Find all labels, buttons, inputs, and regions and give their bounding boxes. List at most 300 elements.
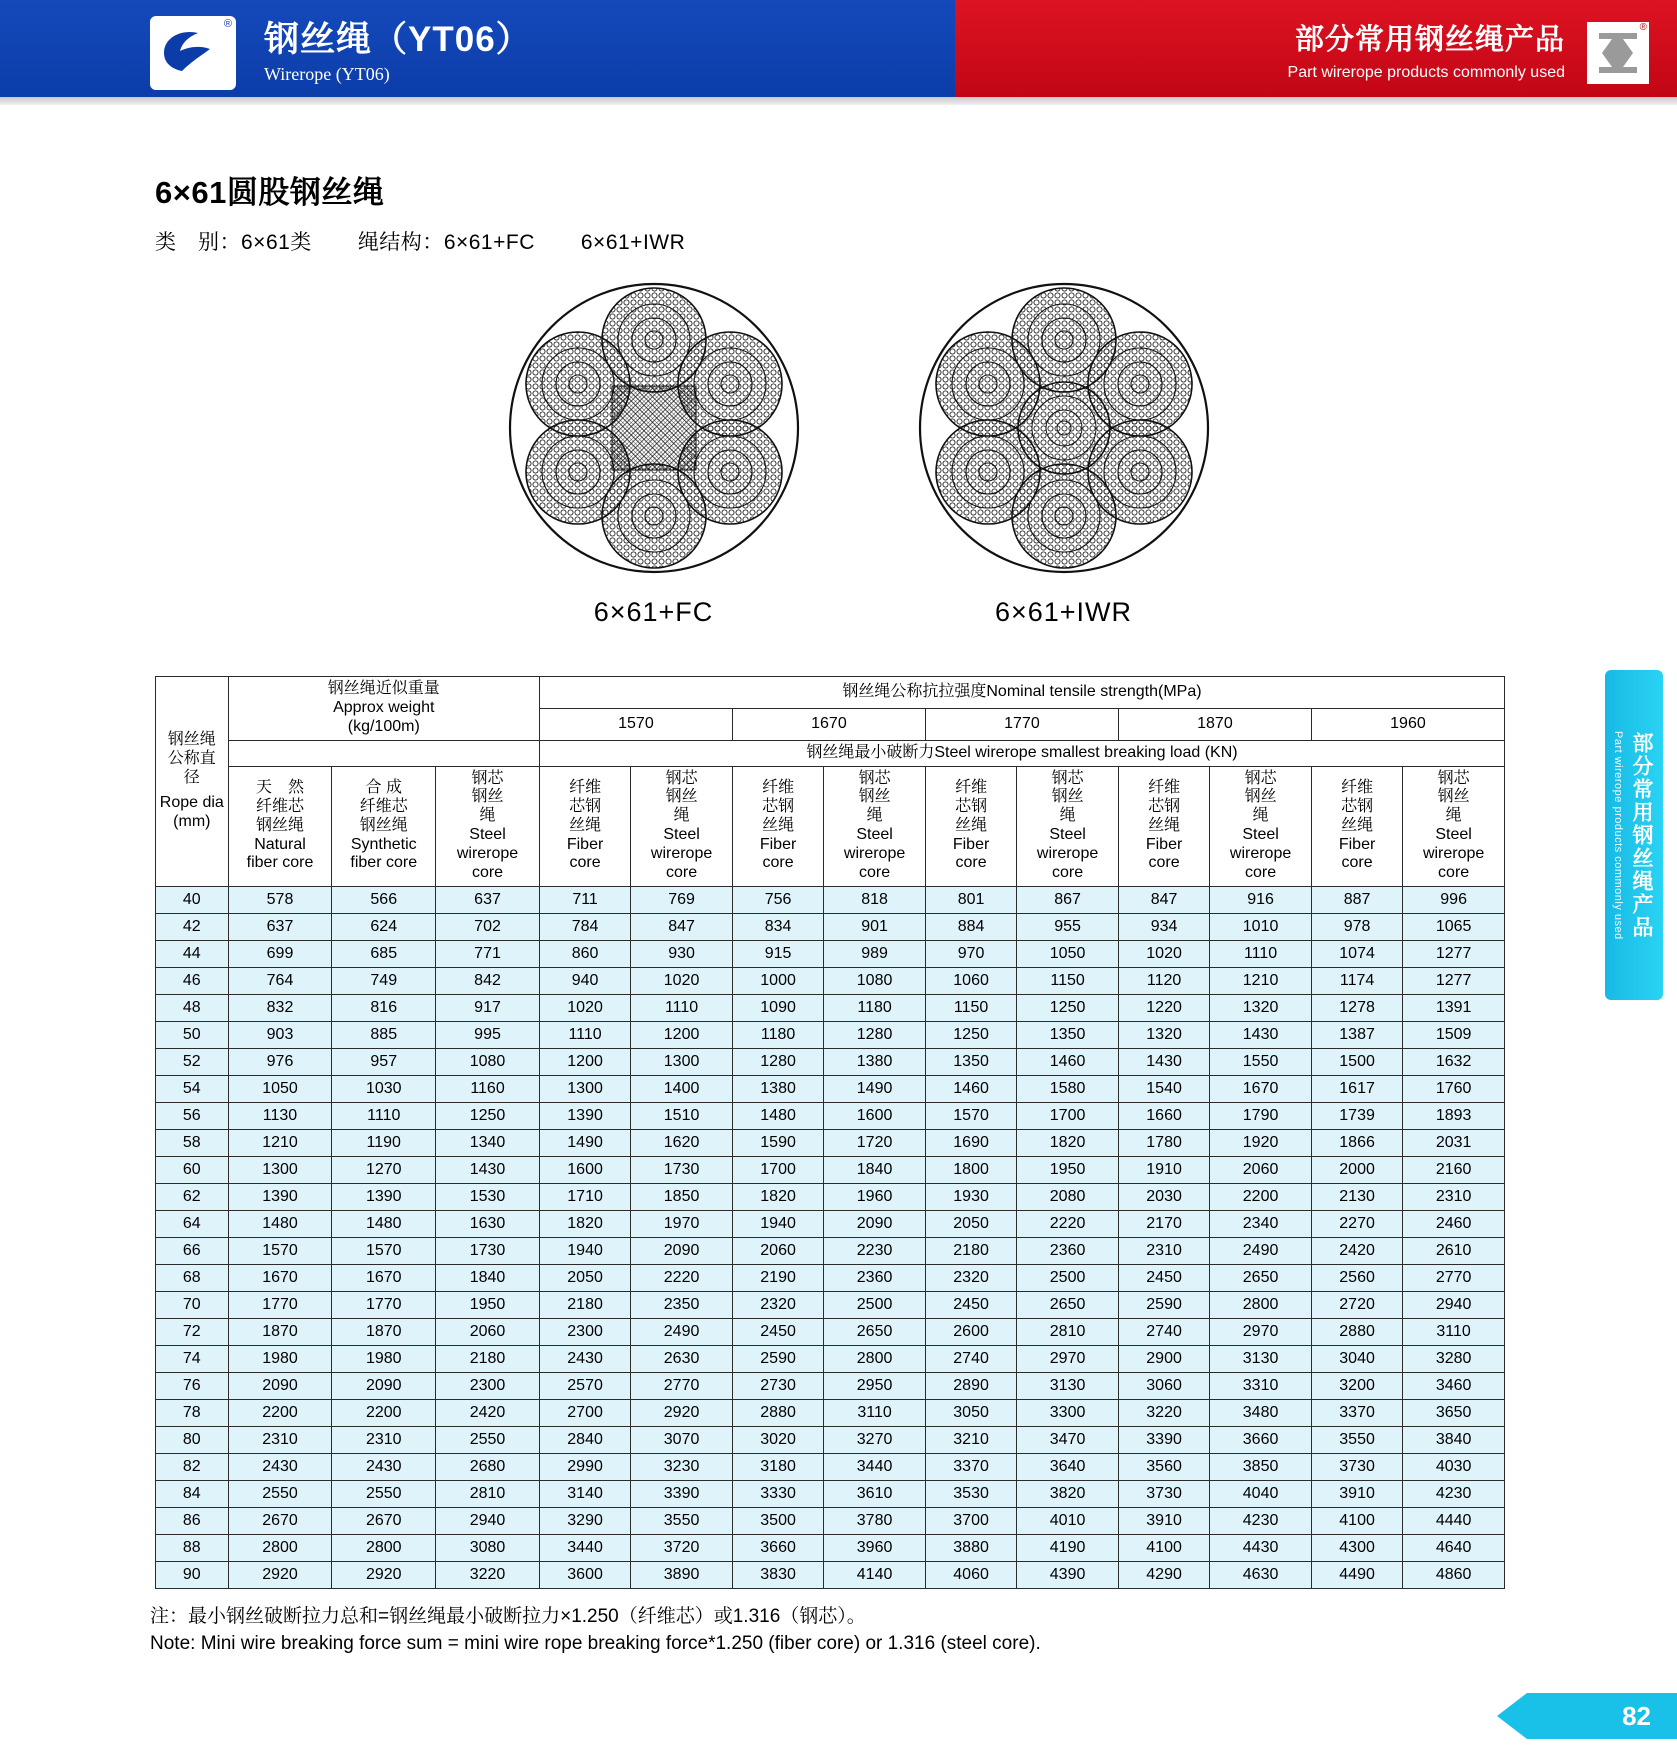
sfc-en1: Synthetic — [350, 835, 417, 853]
table-row — [156, 1129, 1505, 1156]
cell-breaking-load-9: 1065 — [1403, 913, 1505, 940]
cell-breaking-load-8: 978 — [1311, 913, 1402, 940]
cell-weight-2: 2060 — [436, 1318, 540, 1345]
table-row — [156, 940, 1505, 967]
cell-breaking-load-8: 2420 — [1311, 1237, 1402, 1264]
cell-breaking-load-7: 4630 — [1210, 1561, 1312, 1588]
cell-weight-1: 1570 — [332, 1237, 436, 1264]
fc-en1-e: Fiber — [1338, 835, 1376, 853]
fc-cn1-a: 纤维 — [569, 778, 602, 796]
cell-breaking-load-6: 1120 — [1118, 967, 1209, 994]
approx-weight-cn: 钢丝绳近似重量 — [327, 680, 440, 697]
cell-rope-dia: 72 — [156, 1318, 229, 1345]
cell-breaking-load-9: 1509 — [1403, 1021, 1505, 1048]
cell-breaking-load-9: 4860 — [1403, 1561, 1505, 1588]
sfc-cn2: 纤维芯 — [359, 797, 408, 815]
cell-weight-0: 764 — [228, 967, 332, 994]
fc-cn2-c: 芯钢 — [955, 797, 988, 815]
cell-breaking-load-3: 3270 — [824, 1426, 926, 1453]
cell-breaking-load-7: 2340 — [1210, 1210, 1312, 1237]
sc-en2-c: wirerope — [1036, 845, 1099, 862]
cell-rope-dia: 76 — [156, 1372, 229, 1399]
cell-breaking-load-1: 2090 — [631, 1237, 733, 1264]
nfc-en1: Natural — [254, 835, 306, 853]
company-logo — [150, 16, 236, 90]
structure-value-1: 6×61+FC — [443, 231, 535, 254]
cell-rope-dia: 60 — [156, 1156, 229, 1183]
cell-weight-2: 2940 — [436, 1507, 540, 1534]
cell-weight-1: 1190 — [332, 1129, 436, 1156]
cell-breaking-load-0: 1710 — [539, 1183, 630, 1210]
cell-breaking-load-9: 3460 — [1403, 1372, 1505, 1399]
cell-breaking-load-9: 2460 — [1403, 1210, 1505, 1237]
cell-breaking-load-2: 1000 — [732, 967, 823, 994]
cell-breaking-load-7: 1550 — [1210, 1048, 1312, 1075]
fc-cn3-a: 丝绳 — [569, 816, 602, 834]
cell-rope-dia: 84 — [156, 1480, 229, 1507]
cell-breaking-load-7: 1110 — [1210, 940, 1312, 967]
sc-cn3: 绳 — [479, 807, 496, 825]
cell-weight-0: 832 — [228, 994, 332, 1021]
fc-cn2-a: 芯钢 — [569, 797, 602, 815]
sc-cn3-c: 绳 — [1059, 807, 1076, 825]
specification-table-wrapper — [155, 676, 1505, 1589]
cell-breaking-load-1: 769 — [631, 886, 733, 913]
cell-breaking-load-5: 4390 — [1017, 1561, 1119, 1588]
cell-rope-dia: 78 — [156, 1399, 229, 1426]
sc-cn3-a: 绳 — [673, 807, 690, 825]
cell-breaking-load-8: 1500 — [1311, 1048, 1402, 1075]
cell-breaking-load-2: 3830 — [732, 1561, 823, 1588]
cell-breaking-load-4: 1150 — [925, 994, 1016, 1021]
sc-cn2-d: 钢丝 — [1244, 788, 1277, 806]
cell-breaking-load-6: 1220 — [1118, 994, 1209, 1021]
cell-breaking-load-8: 3910 — [1311, 1480, 1402, 1507]
col-header-rope-dia — [156, 677, 229, 887]
cell-weight-1: 2090 — [332, 1372, 436, 1399]
sc-en3-e: core — [1438, 863, 1470, 881]
cell-breaking-load-3: 1280 — [824, 1021, 926, 1048]
cell-weight-1: 885 — [332, 1021, 436, 1048]
cell-breaking-load-9: 996 — [1403, 886, 1505, 913]
cell-breaking-load-6: 1910 — [1118, 1156, 1209, 1183]
cell-breaking-load-7: 2800 — [1210, 1291, 1312, 1318]
cell-weight-1: 957 — [332, 1048, 436, 1075]
cell-weight-1: 1110 — [332, 1102, 436, 1129]
cell-breaking-load-9: 4230 — [1403, 1480, 1505, 1507]
cell-weight-2: 1340 — [436, 1129, 540, 1156]
page-header — [0, 0, 1677, 105]
cell-weight-0: 1390 — [228, 1183, 332, 1210]
cell-breaking-load-6: 3390 — [1118, 1426, 1209, 1453]
cell-breaking-load-0: 3600 — [539, 1561, 630, 1588]
cell-breaking-load-0: 1820 — [539, 1210, 630, 1237]
sc-cn2-e: 钢丝 — [1437, 788, 1470, 806]
cell-breaking-load-8: 4490 — [1311, 1561, 1402, 1588]
cell-weight-2: 3080 — [436, 1534, 540, 1561]
table-row — [156, 1291, 1505, 1318]
fc-cn3-d: 丝绳 — [1148, 816, 1181, 834]
cell-breaking-load-6: 2900 — [1118, 1345, 1209, 1372]
cell-weight-0: 2200 — [228, 1399, 332, 1426]
cell-breaking-load-0: 860 — [539, 940, 630, 967]
cell-breaking-load-9: 2160 — [1403, 1156, 1505, 1183]
cell-breaking-load-5: 1350 — [1017, 1021, 1119, 1048]
sc-en2-d: wirerope — [1229, 845, 1292, 862]
cell-breaking-load-4: 970 — [925, 940, 1016, 967]
cell-breaking-load-1: 2770 — [631, 1372, 733, 1399]
cell-breaking-load-9: 3840 — [1403, 1426, 1505, 1453]
cell-breaking-load-9: 1760 — [1403, 1075, 1505, 1102]
col-header-natural-fiber-core — [228, 766, 332, 886]
cell-breaking-load-3: 1380 — [824, 1048, 926, 1075]
cell-breaking-load-3: 4140 — [824, 1561, 926, 1588]
table-row — [156, 1507, 1505, 1534]
specification-table — [155, 676, 1505, 1589]
cell-breaking-load-1: 1400 — [631, 1075, 733, 1102]
cell-breaking-load-9: 1391 — [1403, 994, 1505, 1021]
cell-weight-1: 1770 — [332, 1291, 436, 1318]
cell-breaking-load-1: 3550 — [631, 1507, 733, 1534]
table-row — [156, 1318, 1505, 1345]
cell-breaking-load-5: 4190 — [1017, 1534, 1119, 1561]
cell-breaking-load-9: 2031 — [1403, 1129, 1505, 1156]
cell-breaking-load-4: 3700 — [925, 1507, 1016, 1534]
cell-breaking-load-3: 2800 — [824, 1345, 926, 1372]
col-header-steel-core-1670 — [824, 766, 926, 886]
sc-en1-b: Steel — [856, 826, 893, 844]
cell-breaking-load-0: 3140 — [539, 1480, 630, 1507]
cell-rope-dia: 64 — [156, 1210, 229, 1237]
specification-table-body — [156, 886, 1505, 1588]
cell-breaking-load-2: 915 — [732, 940, 823, 967]
cell-breaking-load-6: 934 — [1118, 913, 1209, 940]
cell-breaking-load-3: 1600 — [824, 1102, 926, 1129]
cell-breaking-load-2: 1480 — [732, 1102, 823, 1129]
strength-1570: 1570 — [539, 708, 732, 740]
cell-breaking-load-7: 1790 — [1210, 1102, 1312, 1129]
cell-breaking-load-5: 3820 — [1017, 1480, 1119, 1507]
cell-breaking-load-4: 2050 — [925, 1210, 1016, 1237]
cell-breaking-load-2: 1380 — [732, 1075, 823, 1102]
cell-rope-dia: 70 — [156, 1291, 229, 1318]
cell-weight-1: 685 — [332, 940, 436, 967]
cell-weight-1: 1480 — [332, 1210, 436, 1237]
cell-weight-1: 2200 — [332, 1399, 436, 1426]
cell-weight-2: 2180 — [436, 1345, 540, 1372]
cell-weight-1: 566 — [332, 886, 436, 913]
cell-weight-1: 1270 — [332, 1156, 436, 1183]
cell-breaking-load-7: 1210 — [1210, 967, 1312, 994]
cell-breaking-load-3: 1080 — [824, 967, 926, 994]
cell-weight-2: 1840 — [436, 1264, 540, 1291]
cell-breaking-load-6: 1540 — [1118, 1075, 1209, 1102]
note-cn: 注：最小钢丝破断拉力总和=钢丝绳最小破断拉力×1.250（纤维芯）或1.316（钢芯）。 — [150, 1605, 866, 1627]
cell-breaking-load-4: 2450 — [925, 1291, 1016, 1318]
cell-rope-dia: 44 — [156, 940, 229, 967]
cell-breaking-load-4: 2600 — [925, 1318, 1016, 1345]
cell-breaking-load-8: 4300 — [1311, 1534, 1402, 1561]
cell-breaking-load-2: 1090 — [732, 994, 823, 1021]
fc-en1-a: Fiber — [566, 835, 604, 853]
cell-breaking-load-6: 1660 — [1118, 1102, 1209, 1129]
cell-weight-0: 1130 — [228, 1102, 332, 1129]
cell-breaking-load-1: 3230 — [631, 1453, 733, 1480]
cell-breaking-load-1: 1730 — [631, 1156, 733, 1183]
section-subtitle — [155, 226, 1677, 256]
table-row — [156, 1345, 1505, 1372]
cell-rope-dia: 62 — [156, 1183, 229, 1210]
fc-cn1-e: 纤维 — [1341, 778, 1374, 796]
cell-breaking-load-5: 1150 — [1017, 967, 1119, 994]
table-row — [156, 1264, 1505, 1291]
cell-breaking-load-1: 1110 — [631, 994, 733, 1021]
cell-breaking-load-5: 3640 — [1017, 1453, 1119, 1480]
side-tab-label-cn: 部分常用钢丝绳产品 — [1630, 731, 1653, 939]
cell-weight-0: 1980 — [228, 1345, 332, 1372]
cell-breaking-load-4: 2180 — [925, 1237, 1016, 1264]
cell-weight-1: 2430 — [332, 1453, 436, 1480]
cell-weight-2: 2810 — [436, 1480, 540, 1507]
fc-cn3-b: 丝绳 — [762, 816, 795, 834]
cell-breaking-load-0: 1110 — [539, 1021, 630, 1048]
cell-breaking-load-2: 2730 — [732, 1372, 823, 1399]
cell-breaking-load-7: 3310 — [1210, 1372, 1312, 1399]
cell-weight-2: 771 — [436, 940, 540, 967]
fc-en2-d: core — [1148, 854, 1180, 872]
cell-breaking-load-8: 2270 — [1311, 1210, 1402, 1237]
table-row — [156, 1399, 1505, 1426]
cell-breaking-load-9: 2940 — [1403, 1291, 1505, 1318]
cell-breaking-load-3: 901 — [824, 913, 926, 940]
cell-breaking-load-3: 3440 — [824, 1453, 926, 1480]
cell-breaking-load-9: 4440 — [1403, 1507, 1505, 1534]
structure-value-2: 6×61+IWR — [580, 231, 686, 254]
sc-cn1-b: 钢芯 — [858, 769, 891, 787]
cell-breaking-load-4: 3370 — [925, 1453, 1016, 1480]
cell-breaking-load-9: 1893 — [1403, 1102, 1505, 1129]
cell-rope-dia: 86 — [156, 1507, 229, 1534]
cell-weight-2: 3220 — [436, 1561, 540, 1588]
cell-breaking-load-9: 3650 — [1403, 1399, 1505, 1426]
sc-cn3-b: 绳 — [866, 807, 883, 825]
table-row — [156, 1156, 1505, 1183]
cell-weight-1: 1870 — [332, 1318, 436, 1345]
cell-breaking-load-6: 2030 — [1118, 1183, 1209, 1210]
cell-breaking-load-2: 834 — [732, 913, 823, 940]
cell-rope-dia: 82 — [156, 1453, 229, 1480]
table-row — [156, 1183, 1505, 1210]
cell-breaking-load-5: 4010 — [1017, 1507, 1119, 1534]
cell-breaking-load-9: 2770 — [1403, 1264, 1505, 1291]
nfc-cn2: 纤维芯 — [255, 797, 304, 815]
category-value: 6×61类 — [241, 231, 312, 254]
table-row — [156, 1048, 1505, 1075]
sc-en3-c: core — [1052, 863, 1084, 881]
cell-breaking-load-0: 2180 — [539, 1291, 630, 1318]
fc-en1-d: Fiber — [1145, 835, 1183, 853]
cell-weight-2: 702 — [436, 913, 540, 940]
cell-breaking-load-7: 4040 — [1210, 1480, 1312, 1507]
cell-breaking-load-1: 1620 — [631, 1129, 733, 1156]
cell-breaking-load-5: 2500 — [1017, 1264, 1119, 1291]
sc-cn2-b: 钢丝 — [858, 788, 891, 806]
cell-weight-1: 2800 — [332, 1534, 436, 1561]
cell-breaking-load-8: 1739 — [1311, 1102, 1402, 1129]
cell-breaking-load-1: 3890 — [631, 1561, 733, 1588]
cell-breaking-load-4: 4060 — [925, 1561, 1016, 1588]
cell-breaking-load-7: 2200 — [1210, 1183, 1312, 1210]
cell-breaking-load-4: 3210 — [925, 1426, 1016, 1453]
cell-weight-0: 2670 — [228, 1507, 332, 1534]
cell-weight-1: 2670 — [332, 1507, 436, 1534]
cell-breaking-load-9: 3280 — [1403, 1345, 1505, 1372]
page-number: 82 — [1527, 1693, 1677, 1739]
cell-breaking-load-8: 2720 — [1311, 1291, 1402, 1318]
cell-breaking-load-4: 1350 — [925, 1048, 1016, 1075]
cell-breaking-load-2: 756 — [732, 886, 823, 913]
sc-en3-d: core — [1245, 863, 1277, 881]
cell-breaking-load-5: 2080 — [1017, 1183, 1119, 1210]
fc-cn1-d: 纤维 — [1148, 778, 1181, 796]
cell-breaking-load-6: 4290 — [1118, 1561, 1209, 1588]
cell-weight-1: 816 — [332, 994, 436, 1021]
cell-breaking-load-6: 4100 — [1118, 1534, 1209, 1561]
cell-breaking-load-1: 2920 — [631, 1399, 733, 1426]
cell-weight-0: 1770 — [228, 1291, 332, 1318]
nfc-en2: fiber core — [246, 854, 314, 872]
strength-1770: 1770 — [925, 708, 1118, 740]
side-tab-label-en: Part wirerope products commonly used — [1612, 730, 1624, 940]
fc-cn1-c: 纤维 — [955, 778, 988, 796]
page-title-en: Wirerope (YT06) — [264, 64, 390, 85]
cell-weight-2: 1950 — [436, 1291, 540, 1318]
cell-breaking-load-6: 2170 — [1118, 1210, 1209, 1237]
brand-mark-icon — [1587, 22, 1649, 84]
header-left-panel — [0, 0, 955, 105]
diagram-iwr — [914, 278, 1214, 628]
registered-mark-icon-2: ® — [1639, 21, 1647, 33]
cell-breaking-load-6: 3060 — [1118, 1372, 1209, 1399]
cell-weight-1: 2920 — [332, 1561, 436, 1588]
cell-weight-2: 2550 — [436, 1426, 540, 1453]
header-title-block — [264, 20, 532, 85]
cell-weight-0: 1870 — [228, 1318, 332, 1345]
cell-breaking-load-6: 2310 — [1118, 1237, 1209, 1264]
fc-cn2-d: 芯钢 — [1148, 797, 1181, 815]
cell-breaking-load-2: 2060 — [732, 1237, 823, 1264]
cell-breaking-load-1: 1200 — [631, 1021, 733, 1048]
cell-breaking-load-8: 887 — [1311, 886, 1402, 913]
table-row — [156, 994, 1505, 1021]
cell-breaking-load-8: 4100 — [1311, 1507, 1402, 1534]
table-row — [156, 1453, 1505, 1480]
cell-breaking-load-1: 3070 — [631, 1426, 733, 1453]
cell-breaking-load-3: 2500 — [824, 1291, 926, 1318]
col-header-fiber-core-1870 — [1118, 766, 1209, 886]
cell-breaking-load-3: 1840 — [824, 1156, 926, 1183]
rope-cross-section-diagrams — [0, 278, 1677, 628]
cell-breaking-load-7: 4230 — [1210, 1507, 1312, 1534]
col-header-steel-core-1770 — [1017, 766, 1119, 886]
approx-weight-en: Approx weight — [333, 698, 435, 716]
cell-weight-1: 1030 — [332, 1075, 436, 1102]
cell-breaking-load-6: 3730 — [1118, 1480, 1209, 1507]
table-note — [150, 1603, 1677, 1658]
cell-breaking-load-7: 2650 — [1210, 1264, 1312, 1291]
cell-weight-0: 976 — [228, 1048, 332, 1075]
cell-breaking-load-3: 818 — [824, 886, 926, 913]
cell-weight-2: 917 — [436, 994, 540, 1021]
fc-cn3-c: 丝绳 — [955, 816, 988, 834]
cell-weight-1: 624 — [332, 913, 436, 940]
rope-dia-cn: 钢丝绳公称直径 — [167, 731, 216, 786]
cell-breaking-load-8: 2000 — [1311, 1156, 1402, 1183]
table-header-row-4 — [156, 766, 1505, 886]
cell-breaking-load-7: 1430 — [1210, 1021, 1312, 1048]
cell-breaking-load-0: 2700 — [539, 1399, 630, 1426]
table-row — [156, 1534, 1505, 1561]
cell-breaking-load-6: 3910 — [1118, 1507, 1209, 1534]
cell-rope-dia: 40 — [156, 886, 229, 913]
sc-en2: wirerope — [456, 845, 519, 862]
cell-weight-0: 2090 — [228, 1372, 332, 1399]
cell-breaking-load-4: 1060 — [925, 967, 1016, 994]
cell-breaking-load-3: 2360 — [824, 1264, 926, 1291]
sc-cn1-e: 钢芯 — [1437, 769, 1470, 787]
cell-breaking-load-1: 1020 — [631, 967, 733, 994]
sc-cn3-e: 绳 — [1445, 807, 1462, 825]
strength-1670: 1670 — [732, 708, 925, 740]
sc-en1-e: Steel — [1435, 826, 1472, 844]
cell-breaking-load-7: 916 — [1210, 886, 1312, 913]
cell-breaking-load-7: 2060 — [1210, 1156, 1312, 1183]
cell-breaking-load-2: 3660 — [732, 1534, 823, 1561]
cell-breaking-load-0: 1490 — [539, 1129, 630, 1156]
cell-breaking-load-4: 1800 — [925, 1156, 1016, 1183]
cell-breaking-load-1: 2490 — [631, 1318, 733, 1345]
sc-cn1-a: 钢芯 — [665, 769, 698, 787]
rope-dia-en: Rope dia — [159, 793, 224, 811]
cell-weight-2: 2680 — [436, 1453, 540, 1480]
rope-dia-unit: (mm) — [173, 812, 211, 830]
cell-breaking-load-8: 1387 — [1311, 1021, 1402, 1048]
cell-breaking-load-0: 1300 — [539, 1075, 630, 1102]
cell-breaking-load-9: 4640 — [1403, 1534, 1505, 1561]
fc-cn3-e: 丝绳 — [1341, 816, 1374, 834]
cell-breaking-load-1: 1300 — [631, 1048, 733, 1075]
fc-en2-e: core — [1341, 854, 1373, 872]
cell-breaking-load-3: 2650 — [824, 1318, 926, 1345]
cell-breaking-load-2: 3330 — [732, 1480, 823, 1507]
cell-rope-dia: 50 — [156, 1021, 229, 1048]
cell-breaking-load-4: 3880 — [925, 1534, 1016, 1561]
sc-en1: Steel — [469, 826, 506, 844]
cell-breaking-load-6: 1780 — [1118, 1129, 1209, 1156]
table-row — [156, 1372, 1505, 1399]
cell-breaking-load-7: 3480 — [1210, 1399, 1312, 1426]
cell-breaking-load-3: 3960 — [824, 1534, 926, 1561]
cell-weight-0: 2310 — [228, 1426, 332, 1453]
sfc-cn1: 合 成 — [365, 778, 402, 796]
sc-cn2-a: 钢丝 — [665, 788, 698, 806]
cell-breaking-load-2: 2190 — [732, 1264, 823, 1291]
cell-breaking-load-0: 3440 — [539, 1534, 630, 1561]
col-header-fiber-core-1770 — [925, 766, 1016, 886]
cell-breaking-load-5: 867 — [1017, 886, 1119, 913]
cell-breaking-load-3: 1960 — [824, 1183, 926, 1210]
cell-breaking-load-5: 1700 — [1017, 1102, 1119, 1129]
